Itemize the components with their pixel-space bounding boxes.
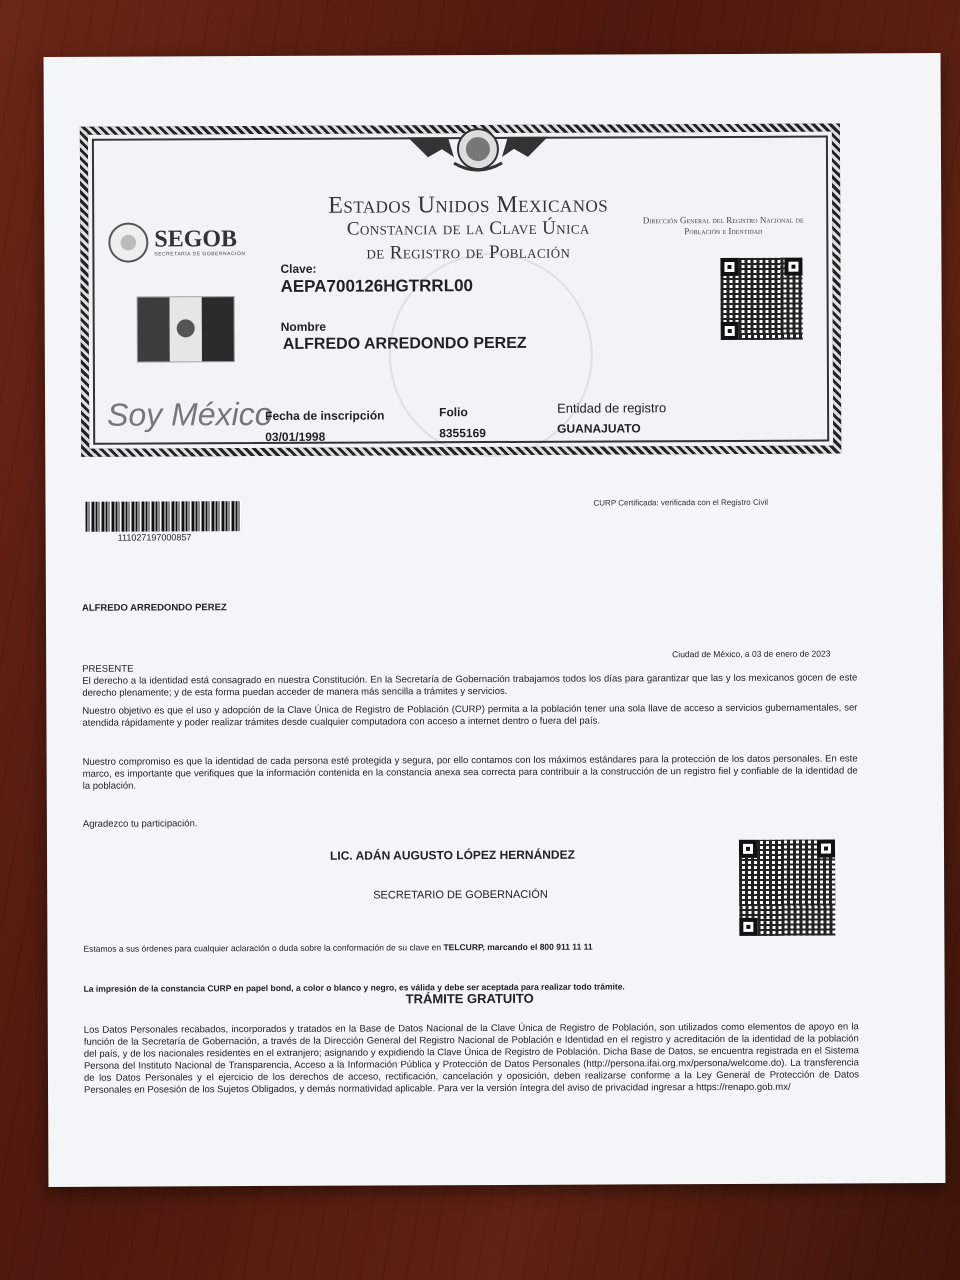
clave-label: Clave:	[280, 261, 317, 276]
contact-line	[83, 941, 592, 955]
curp-document-page	[44, 53, 946, 1187]
folio-value: 8355169	[439, 426, 486, 441]
dgrnp-heading: Dirección General del Registro Nacional de Población e Identidad	[642, 214, 804, 237]
segob-seal-icon	[108, 223, 148, 263]
thanks-line: Agradezco tu participación.	[82, 818, 198, 830]
fecha-label: Fecha de inscripción	[265, 408, 385, 423]
country-title: Estados Unidos Mexicanos	[328, 191, 609, 219]
clave-value: AEPA700126HGTRRL00	[280, 276, 474, 296]
presente: PRESENTE	[82, 663, 134, 675]
recipient-name: ALFREDO ARREDONDO PEREZ	[81, 602, 227, 614]
segob-logo	[108, 222, 245, 263]
fecha-value: 03/01/1998	[265, 429, 326, 444]
validity-notice: La impresión de la constancia CURP en papel bond, a color o blanco y negro, es válida y debe ser aceptada para realizar todo trámite.	[83, 981, 625, 994]
segob-subtitle: SECRETARÍA DE GOBERNACIÓN	[154, 251, 246, 258]
soy-mexico-slogan: Soy México	[107, 395, 273, 433]
barcode-number: 111027197000857	[117, 532, 192, 543]
contact-phone: TELCURP, marcando el 800 911 11 11	[443, 941, 593, 953]
nombre-label: Nombre	[280, 319, 327, 334]
mexico-flag-icon	[137, 296, 235, 362]
folio-label: Folio	[439, 405, 468, 420]
segob-name: SEGOB	[154, 226, 238, 253]
letter-paragraph-1: El derecho a la identidad está consagrado en nuestra Constitución. En la Secretaría de Gobernación trabajamos todos los días para garantizar que las y los mexicanos gocen de este derecho plenamente; y de esta forma puedan acceder de manera más sencilla a trámites y servicios.	[82, 672, 858, 699]
entidad-value: GUANAJUATO	[557, 421, 641, 436]
nombre-value: ALFREDO ARREDONDO PEREZ	[282, 334, 527, 353]
qr-code-icon	[739, 840, 835, 936]
contact-prefix: Estamos a sus órdenes para cualquier aclaración o duda sobre la conformación de su clave en	[83, 942, 444, 954]
coat-of-arms-icon	[388, 127, 568, 188]
entidad-label: Entidad de registro	[557, 400, 667, 416]
certificate-title-line2: de Registro de Población	[366, 241, 571, 264]
letter-paragraph-2: Nuestro objetivo es que el uso y adopción de la Clave Única de Registro de Población (CURP) permita a la población tener una sola llave de acceso a servicios gubernamentales, ser atendida rápidamente y poder realizar trámites desde cualquier computadora con acceso a internet dentro o fuera del país.	[82, 702, 858, 729]
signer-title: SECRETARIO DE GOBERNACIÓN	[373, 888, 548, 902]
tramite-gratuito: TRÁMITE GRATUITO	[405, 990, 534, 1007]
qr-code-icon	[720, 258, 802, 340]
document-title	[288, 192, 648, 266]
privacy-notice: Los Datos Personales recabados, incorporados y tratados en la Base de Datos Nacional de la Clave Única de Registro de Población, son utilizados como elementos de apoyo en la función de la Secretaría de Gobernación, a través de la Dirección General del Registro Nacional de Población e Identidad en el registro y acreditación de la identidad de la población del país, y de los nacionales residentes en el extranjero; asignando y expidiendo la Clave Única de Registro de Población. Dicha Base de Datos, se encuentra registrada en el Sistema Persona del Instituto Nacional de Transparencia, Acceso a la Información Pública y Protección de Datos Personales (http://persona.ifai.org.mx/persona/welcome.do). La transferencia de los Datos Personales y el ejercicio de los derechos de acceso, rectificación, cancelación y oposición, deben realizarse conforme a la Ley General de Protección de Datos Personales en Posesión de los Sujetos Obligados, y demás normatividad aplicable. Para ver la versión íntegra del aviso de privacidad ingresar a https://renapo.gob.mx/	[83, 1021, 860, 1096]
place-date: Ciudad de México, a 03 de enero de 2023	[672, 648, 831, 660]
certificate-title-line1: Constancia de la Clave Única	[346, 217, 590, 240]
curp-certificate-frame	[80, 123, 841, 456]
barcode-icon	[85, 501, 241, 532]
signer-name: LIC. ADÁN AUGUSTO LÓPEZ HERNÁNDEZ	[329, 847, 575, 863]
curp-certificada-note: CURP Certificada: verificada con el Registro Civil	[593, 497, 769, 508]
letter-paragraph-3: Nuestro compromiso es que la identidad de cada persona esté protegida y segura, por ello contamos con los máximos estándares para la protección de los datos personales. En este marco, es importante que verifiques que la información contenida en la constancia anexa sea correcta para contribuir a la construcción de un registro fiel y confiable de la identidad de la población.	[82, 753, 858, 792]
